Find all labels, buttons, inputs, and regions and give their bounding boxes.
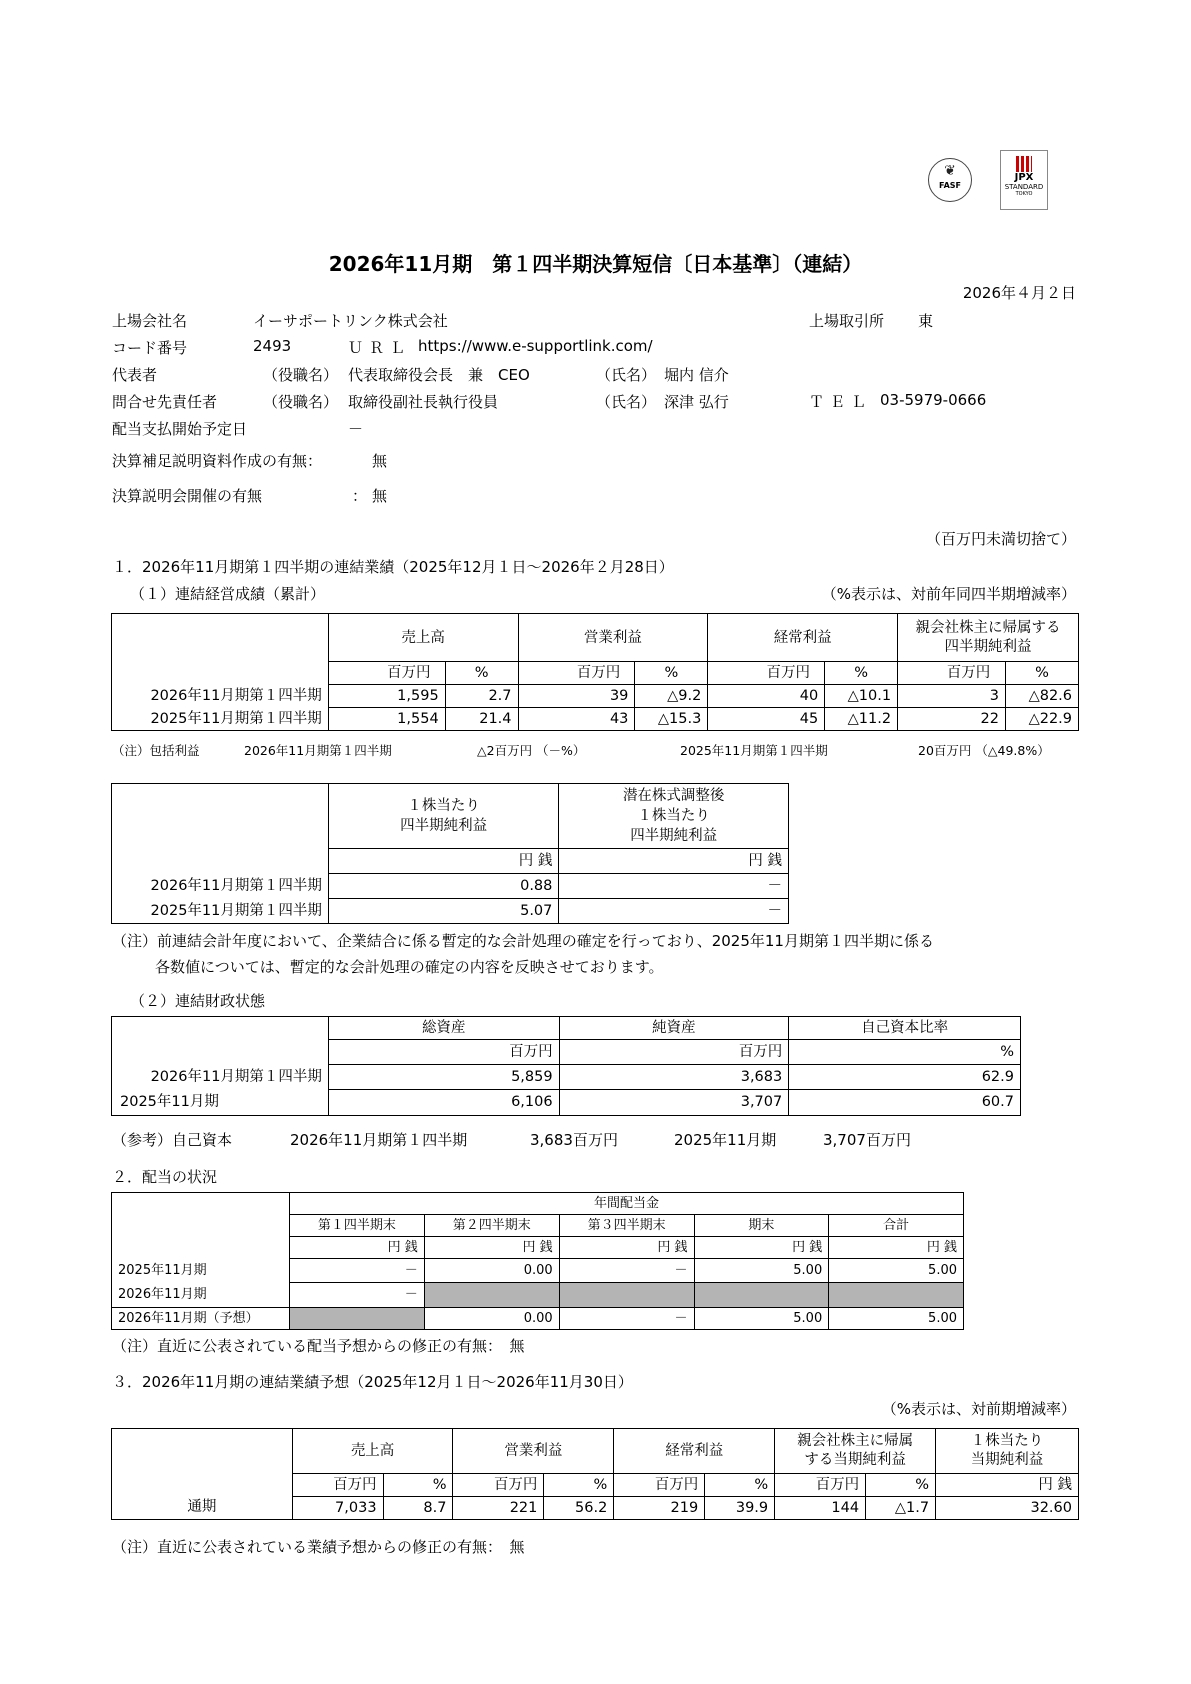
- url-label: ＵＲＬ: [348, 339, 412, 357]
- shaded-cell: [694, 1283, 829, 1308]
- jpx-logo: [1000, 150, 1048, 210]
- data-cell: 22: [898, 708, 1006, 731]
- data-cell: 2.7: [445, 685, 518, 708]
- table-row: [112, 1496, 1079, 1519]
- url-link[interactable]: https://www.e-supportlink.com/: [418, 337, 653, 355]
- data-cell: △10.1: [825, 685, 898, 708]
- col-net-income-l1: 親会社株主に帰属する: [915, 619, 1061, 636]
- data-cell: －: [559, 873, 789, 898]
- unit-cell: 百万円: [518, 662, 635, 685]
- data-cell: 39.9: [705, 1496, 775, 1519]
- unit-cell: 円 銭: [694, 1237, 829, 1259]
- fasf-emblem-icon: ❦: [944, 163, 956, 179]
- col-sales: 売上高: [292, 1429, 453, 1474]
- data-cell: 62.9: [789, 1065, 1021, 1090]
- data-cell: 219: [614, 1496, 705, 1519]
- unit-note: （百万円未満切捨て）: [925, 530, 1076, 548]
- results-table: [111, 613, 1079, 731]
- data-cell: 3,683: [559, 1065, 789, 1090]
- data-cell: △9.2: [635, 685, 708, 708]
- row-label: 2025年11月期第１四半期: [112, 708, 329, 731]
- equity-ref-value2: 3,707百万円: [823, 1131, 911, 1149]
- col-diluted-eps-l2: １株当たり: [637, 807, 710, 824]
- col-group-annual-dividend: 年間配当金: [289, 1193, 963, 1215]
- jpx-city-text: TOKYO: [1015, 191, 1033, 197]
- eps-table: [111, 783, 789, 924]
- data-cell: 8.7: [383, 1496, 453, 1519]
- data-cell: △82.6: [1006, 685, 1079, 708]
- unit-cell: 円 銭: [559, 1237, 694, 1259]
- table-row: [112, 898, 789, 924]
- data-cell: 45: [708, 708, 825, 731]
- exchange-label: 上場取引所: [809, 312, 885, 330]
- col-sales: 売上高: [328, 614, 518, 662]
- unit-cell: 百万円: [708, 662, 825, 685]
- tel-label: ＴＥＬ: [809, 393, 873, 411]
- unit-cell: 百万円: [453, 1473, 544, 1496]
- col-eps-l2: 四半期純利益: [400, 817, 488, 834]
- data-cell: －: [559, 1259, 694, 1283]
- row-label: 2025年11月期: [112, 1090, 329, 1116]
- col-year-end: 期末: [694, 1215, 829, 1237]
- col-q2-end: 第２四半期末: [424, 1215, 559, 1237]
- data-cell: 21.4: [445, 708, 518, 731]
- section1-sub1-note: （%表示は、対前年同四半期増減率）: [821, 585, 1076, 603]
- data-cell: △15.3: [635, 708, 708, 731]
- dividend-date-label: 配当支払開始予定日: [112, 420, 248, 438]
- data-cell: －: [289, 1259, 424, 1283]
- shaded-cell: [829, 1283, 964, 1308]
- rep-label: 代表者: [112, 366, 158, 384]
- unit-cell: %: [705, 1473, 775, 1496]
- financial-position-table: [111, 1016, 1021, 1116]
- data-cell: 43: [518, 708, 635, 731]
- dividend-note: （注）直近に公表されている配当予想からの修正の有無： 無: [112, 1337, 525, 1355]
- unit-cell: 円 銭: [328, 848, 559, 873]
- contact-name: 深津 弘行: [664, 393, 729, 411]
- table-row: [112, 685, 1079, 708]
- col-operating-income: 営業利益: [453, 1429, 614, 1474]
- col-ordinary-income: 経常利益: [708, 614, 898, 662]
- unit-cell: 百万円: [898, 662, 1006, 685]
- table-row: [112, 873, 789, 898]
- unit-cell: %: [825, 662, 898, 685]
- company-name-label: 上場会社名: [112, 312, 188, 330]
- section2-heading: ２．配当の状況: [112, 1168, 218, 1186]
- table-row: [112, 1307, 964, 1329]
- data-cell: 5.07: [328, 898, 559, 924]
- shaded-cell: [559, 1283, 694, 1308]
- col-diluted-eps: [559, 784, 789, 849]
- col-eps-l2: 当期純利益: [970, 1451, 1044, 1468]
- briefing-label: 決算説明会開催の有無: [112, 487, 263, 505]
- unit-cell: 円 銭: [289, 1237, 424, 1259]
- eps-note-line1: （注）前連結会計年度において、企業結合に係る暫定的な会計処理の確定を行っており、2025年11月期第１四半期に係る: [112, 932, 934, 950]
- unit-cell: 円 銭: [559, 848, 789, 873]
- data-cell: 0.88: [328, 873, 559, 898]
- data-cell: 1,554: [328, 708, 445, 731]
- dividend-date-value: －: [348, 420, 364, 438]
- section1-heading: １．2026年11月期第１四半期の連結業績（2025年12月１日～2026年２月28日）: [112, 558, 674, 576]
- data-cell: 56.2: [544, 1496, 614, 1519]
- col-eps-l1: １株当たり: [407, 797, 480, 814]
- unit-cell: %: [1006, 662, 1079, 685]
- data-cell: 5.00: [694, 1307, 829, 1329]
- equity-ref-period2: 2025年11月期: [674, 1131, 777, 1149]
- data-cell: －: [559, 898, 789, 924]
- table-row: [112, 1090, 1021, 1116]
- unit-cell: 百万円: [328, 1040, 559, 1065]
- data-cell: △22.9: [1006, 708, 1079, 731]
- comp-income-note-period1: 2026年11月期第１四半期: [244, 743, 392, 758]
- tel-value: 03-5979-0666: [880, 391, 987, 409]
- jpx-text: JPX: [1014, 172, 1034, 183]
- comp-income-note-value2: 20百万円 （△49.8%）: [918, 743, 1050, 758]
- table-row: [112, 1259, 964, 1283]
- shaded-cell: [424, 1283, 559, 1308]
- comp-income-note-label: （注）包括利益: [112, 743, 200, 758]
- col-diluted-eps-l1: 潜在株式調整後: [622, 787, 725, 804]
- contact-title-label: （役職名）: [263, 393, 339, 411]
- col-net-income-l2: 四半期純利益: [944, 638, 1032, 655]
- data-cell: 5.00: [829, 1307, 964, 1329]
- data-cell: 144: [775, 1496, 866, 1519]
- dividend-table: [111, 1192, 964, 1330]
- col-net-income-l1: 親会社株主に帰属: [797, 1432, 914, 1449]
- contact-label: 問合せ先責任者: [112, 393, 218, 411]
- col-q1-end: 第１四半期末: [289, 1215, 424, 1237]
- unit-cell: 百万円: [292, 1473, 383, 1496]
- rep-name: 堀内 信介: [664, 366, 729, 384]
- data-cell: 7,033: [292, 1496, 383, 1519]
- table-row: [112, 708, 1079, 731]
- comp-income-note-period2: 2025年11月期第１四半期: [680, 743, 828, 758]
- col-eps: [328, 784, 559, 849]
- code-label: コード番号: [112, 339, 188, 357]
- row-label: 2026年11月期（予想）: [112, 1307, 290, 1329]
- unit-cell: 百万円: [328, 662, 445, 685]
- section3-heading: ３．2026年11月期の連結業績予想（2025年12月１日～2026年11月30日）: [112, 1373, 633, 1391]
- col-net-income-l2: する当期純利益: [804, 1451, 906, 1468]
- unit-cell: %: [544, 1473, 614, 1496]
- col-total-assets: 総資産: [328, 1017, 559, 1040]
- equity-ref-value1: 3,683百万円: [530, 1131, 618, 1149]
- data-cell: △11.2: [825, 708, 898, 731]
- unit-cell: 百万円: [559, 1040, 789, 1065]
- table-row: [112, 1283, 964, 1308]
- eps-note-line2: 各数値については、暫定的な会計処理の確定の内容を反映させております。: [155, 958, 664, 976]
- data-cell: 1,595: [328, 685, 445, 708]
- comp-income-note-value1: △2百万円 （－%）: [477, 743, 586, 758]
- jpx-mark-icon: [1016, 156, 1032, 172]
- table-row: [112, 1065, 1021, 1090]
- data-cell: 5.00: [694, 1259, 829, 1283]
- data-cell: 6,106: [328, 1090, 559, 1116]
- unit-cell: %: [445, 662, 518, 685]
- unit-cell: 円 銭: [936, 1473, 1079, 1496]
- fasf-logo: [928, 158, 972, 202]
- report-date: 2026年４月２日: [962, 284, 1076, 302]
- data-cell: 3: [898, 685, 1006, 708]
- row-label: 2025年11月期: [112, 1259, 290, 1283]
- col-ordinary-income: 経常利益: [614, 1429, 775, 1474]
- shaded-cell: [289, 1307, 424, 1329]
- rep-name-label: （氏名）: [596, 366, 657, 384]
- unit-cell: 円 銭: [424, 1237, 559, 1259]
- row-label: 2026年11月期第１四半期: [112, 685, 329, 708]
- equity-ref-period1: 2026年11月期第１四半期: [290, 1131, 468, 1149]
- col-eps-l1: １株当たり: [970, 1432, 1044, 1449]
- row-label: 2026年11月期: [112, 1283, 290, 1308]
- supp-material-value: 無: [372, 452, 388, 470]
- forecast-note: （注）直近に公表されている業績予想からの修正の有無： 無: [112, 1538, 525, 1556]
- section1-sub2: （２）連結財政状態: [130, 992, 266, 1010]
- unit-cell: %: [635, 662, 708, 685]
- data-cell: 3,707: [559, 1090, 789, 1116]
- data-cell: 0.00: [424, 1259, 559, 1283]
- data-cell: △1.7: [866, 1496, 936, 1519]
- col-net-income: [898, 614, 1079, 662]
- row-label: 2025年11月期第１四半期: [112, 898, 329, 924]
- col-q3-end: 第３四半期末: [559, 1215, 694, 1237]
- contact-name-label: （氏名）: [596, 393, 657, 411]
- equity-ref-label: （参考）自己資本: [112, 1131, 233, 1149]
- row-label: 2026年11月期第１四半期: [112, 873, 329, 898]
- rep-title: 代表取締役会長 兼 CEO: [348, 366, 530, 384]
- col-equity-ratio: 自己資本比率: [789, 1017, 1021, 1040]
- code-value: 2493: [253, 337, 292, 355]
- data-cell: 32.60: [936, 1496, 1079, 1519]
- row-label: 2026年11月期第１四半期: [112, 1065, 329, 1090]
- row-label: 通期: [112, 1496, 293, 1519]
- col-operating-income: 営業利益: [518, 614, 708, 662]
- data-cell: 40: [708, 685, 825, 708]
- unit-cell: %: [383, 1473, 453, 1496]
- unit-cell: 百万円: [614, 1473, 705, 1496]
- data-cell: 5.00: [829, 1259, 964, 1283]
- supp-material-label: 決算補足説明資料作成の有無：: [112, 452, 323, 470]
- unit-cell: 円 銭: [829, 1237, 964, 1259]
- page-title: 2026年11月期 第１四半期決算短信〔日本基準〕（連結）: [328, 252, 863, 276]
- data-cell: －: [289, 1283, 424, 1308]
- data-cell: 221: [453, 1496, 544, 1519]
- unit-cell: %: [789, 1040, 1021, 1065]
- section3-pct-note: （%表示は、対前期増減率）: [881, 1400, 1076, 1418]
- contact-title: 取締役副社長執行役員: [348, 393, 499, 411]
- rep-title-label: （役職名）: [263, 366, 339, 384]
- data-cell: 60.7: [789, 1090, 1021, 1116]
- data-cell: －: [559, 1307, 694, 1329]
- col-diluted-eps-l3: 四半期純利益: [630, 827, 718, 844]
- jpx-sub-text: STANDARD: [1004, 183, 1044, 191]
- data-cell: 5,859: [328, 1065, 559, 1090]
- col-total: 合計: [829, 1215, 964, 1237]
- briefing-value: 無: [372, 487, 388, 505]
- fasf-text: FASF: [939, 181, 961, 190]
- data-cell: 0.00: [424, 1307, 559, 1329]
- col-net-assets: 純資産: [559, 1017, 789, 1040]
- exchange-value: 東: [918, 312, 934, 330]
- unit-cell: 百万円: [775, 1473, 866, 1496]
- company-name: イーサポートリンク株式会社: [253, 312, 448, 330]
- briefing-colon: ：: [352, 487, 368, 505]
- forecast-table: [111, 1428, 1079, 1520]
- data-cell: 39: [518, 685, 635, 708]
- section1-sub1: （１）連結経営成績（累計）: [130, 585, 326, 603]
- col-eps: [936, 1429, 1079, 1474]
- col-net-income: [775, 1429, 936, 1474]
- unit-cell: %: [866, 1473, 936, 1496]
